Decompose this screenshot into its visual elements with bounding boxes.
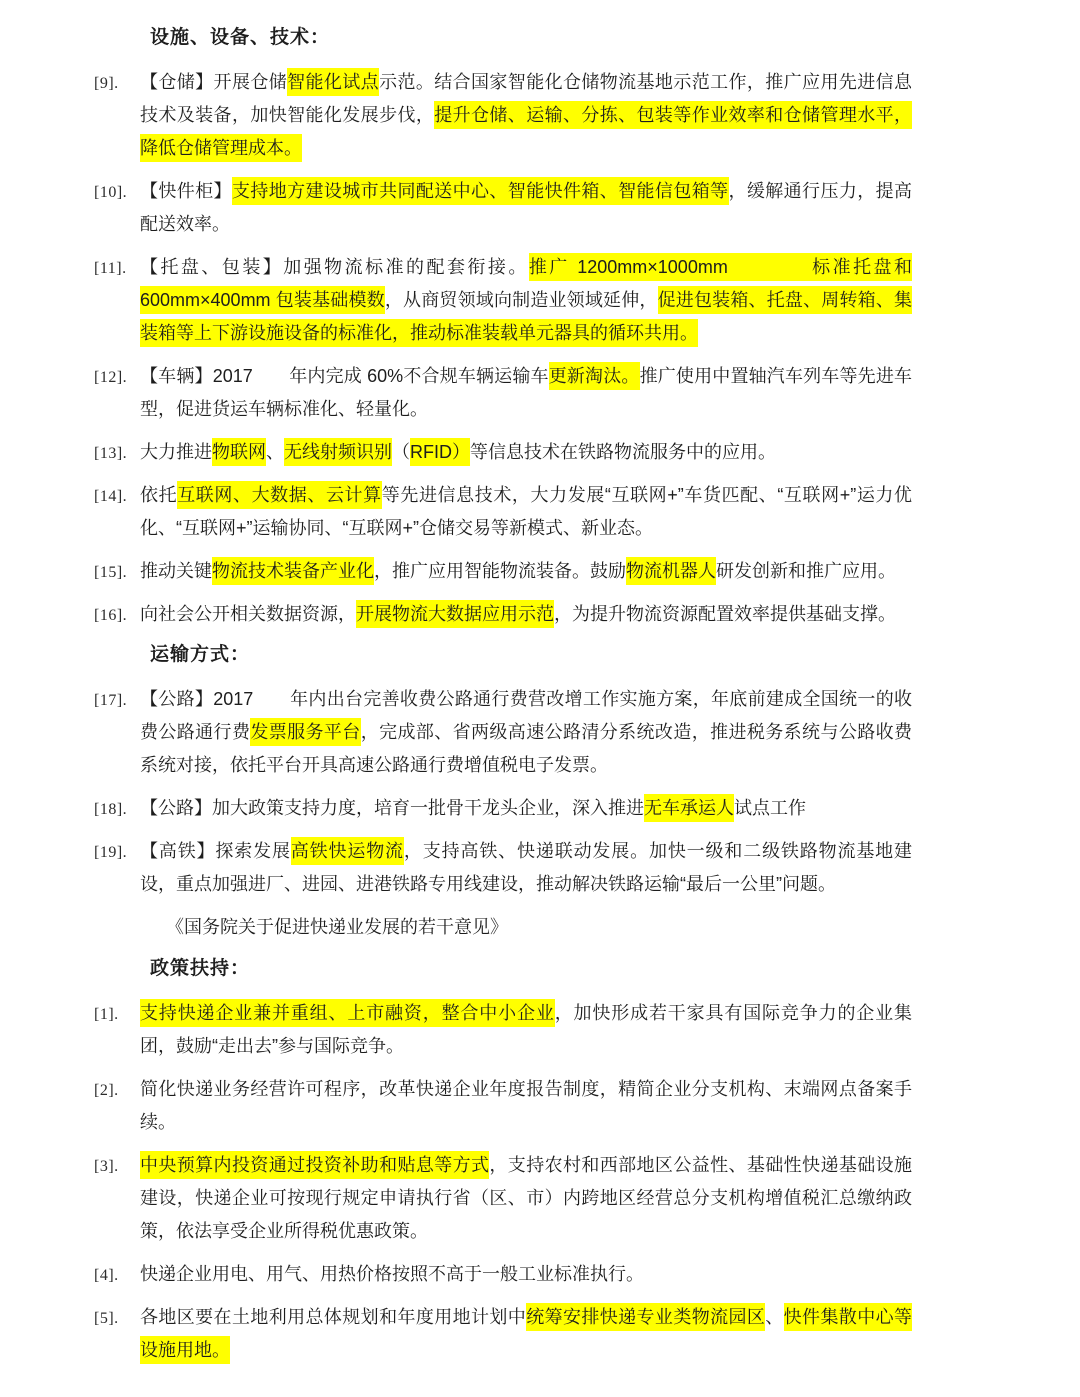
text-run: 各地区要在土地利用总体规划和年度用地计划中	[140, 1307, 527, 1327]
item-marker: [18].	[94, 801, 128, 818]
text-run: ，缓解通行压力，提高配送效率。	[140, 181, 913, 234]
highlighted-text: 物流机器人	[626, 557, 716, 585]
list-item	[94, 1301, 913, 1367]
highlighted-text: 促进包装箱、托盘、周转箱、集装箱等上下游设施设备的标准化，推动标准装载单元器具的循环共用。	[140, 286, 912, 347]
reference-title: 《国务院关于促进快递业发展的若干意见》	[166, 917, 508, 937]
text-run: 、	[266, 442, 284, 462]
list-item	[94, 436, 912, 469]
text-run: ，从商贸领域向制造业领域延伸，	[384, 290, 658, 310]
text-run: ，完成部、省两级高速公路清分系统改造，推进税务系统与公路收费系统对接，依托平台开具高速公路通行费增值税电子发票。	[140, 722, 913, 775]
text-run: 等先进信息技术，大力发展“互联网+”车货匹配、“互联网+”运力优化、“互联网+”运输协同、“互联网+”仓储交易等新模式、新业态。	[140, 485, 913, 538]
item-marker: [2].	[94, 1082, 119, 1099]
item-marker: [4].	[94, 1267, 119, 1284]
document-body	[94, 24, 913, 1367]
list-item	[94, 1149, 913, 1248]
item-marker: [12].	[94, 369, 128, 386]
text-run: 【车辆】2017 年内完成 60%不合规车辆运输车	[140, 366, 549, 386]
list-item	[94, 479, 913, 545]
highlighted-text: 提升仓储、运输、分拣、包装等作业效率和仓储管理水平，降低仓储管理成本。	[140, 101, 912, 162]
item-marker: [11].	[94, 260, 127, 277]
text-run: ，支持高铁、快递联动发展。加快一级和二级铁路物流基地建设，重点加强进厂、进园、进港铁路专用线建设，推动解决铁路运输“最后一公里”问题。	[140, 841, 913, 894]
section-heading: 政策扶持：	[150, 958, 251, 979]
text-run: ，加快形成若干家具有国际竞争力的企业集团，鼓励“走出去”参与国际竞争。	[140, 1003, 913, 1056]
highlighted-text: 统筹安排快递专业类物流园区	[526, 1303, 765, 1331]
text-run: ，支持农村和西部地区公益性、基础性快递基础设施建设，快递企业可按现行规定申请执行省（区、市）内跨地区经营总分支机构增值税汇总缴纳政策，依法享受企业所得税优惠政策。	[140, 1155, 913, 1241]
highlighted-text: 中央预算内投资通过投资补助和贴息等方式	[140, 1151, 489, 1179]
item-marker: [10].	[94, 184, 128, 201]
highlighted-text: 高铁快运物流	[291, 837, 404, 865]
highlighted-text: 支持快递企业兼并重组、上市融资，整合中小企业	[140, 999, 555, 1027]
highlighted-text: 开展物流大数据应用示范	[356, 600, 554, 628]
text-run: 【公路】加大政策支持力度，培育一批骨干龙头企业，深入推进	[140, 798, 644, 818]
list-item	[94, 1258, 912, 1291]
list-item	[94, 683, 913, 782]
list-item	[94, 792, 912, 825]
text-run: 示范。结合国家智能化仓储物流基地示范工作，推广应用先进信息技术及装备，加快智能化发展步伐，	[140, 72, 913, 125]
highlighted-text: 支持地方建设城市共同配送中心、智能快件箱、智能信包箱等	[232, 177, 729, 205]
list-item	[94, 835, 913, 901]
item-marker: [15].	[94, 564, 128, 581]
text-run: 研发创新和推广应用。	[716, 561, 896, 581]
list-item	[94, 251, 913, 350]
text-run: 等信息技术在铁路物流服务中的应用。	[470, 442, 776, 462]
text-run: 推动关键	[140, 561, 212, 581]
text-run: 大力推进	[140, 442, 212, 462]
item-marker: [14].	[94, 488, 128, 505]
list-item	[94, 1073, 912, 1139]
highlighted-text: 互联网、大数据、云计算	[177, 481, 382, 509]
highlighted-text: 快件集散中心等设施用地。	[140, 1303, 912, 1364]
text-run: 推广使用中置轴汽车列车等先进车型，促进货运车辆标准化、轻量化。	[140, 366, 912, 419]
list-item	[94, 66, 913, 165]
list-item	[94, 997, 913, 1063]
text-run: 【快件柜】	[140, 181, 232, 201]
highlighted-text: 物流技术装备产业化	[212, 557, 374, 585]
list-item	[94, 555, 912, 588]
item-marker: [5].	[94, 1310, 119, 1327]
text-run: 【高铁】探索发展	[140, 841, 291, 861]
item-marker: [1].	[94, 1006, 119, 1023]
text-run: 【公路】2017 年内出台完善收费公路通行费营改增工作实施方案，年底前建成全国统一的收费公路通行费	[140, 689, 912, 742]
section-heading: 运输方式：	[150, 644, 251, 665]
highlighted-text: 无车承运人	[644, 794, 734, 822]
highlighted-text: 推广 1200mm×1000mm 标准托盘和 600mm×400mm 包装基础模数	[140, 253, 912, 314]
text-run: 简化快递业务经营许可程序，改革快递企业年度报告制度，精简企业分支机构、末端网点备案手续。	[140, 1079, 912, 1132]
list-item	[94, 360, 912, 426]
item-marker: [17].	[94, 692, 128, 709]
highlighted-text: 智能化试点	[287, 68, 379, 96]
list-item	[94, 175, 913, 241]
highlighted-text: 发票服务平台	[250, 718, 360, 746]
highlighted-text: RFID）	[410, 438, 470, 466]
text-run: 、	[765, 1307, 784, 1327]
text-run: 【托盘、包装】加强物流标准的配套衔接。	[140, 257, 529, 277]
item-marker: [19].	[94, 844, 128, 861]
text-run: 快递企业用电、用气、用热价格按照不高于一般工业标准执行。	[140, 1264, 644, 1284]
text-run: ，为提升物流资源配置效率提供基础支撑。	[554, 604, 896, 624]
item-marker: [13].	[94, 445, 128, 462]
highlighted-text: 无线射频识别	[284, 438, 392, 466]
text-run: 【仓储】开展仓储	[140, 72, 288, 92]
text-run: 依托	[140, 485, 178, 505]
highlighted-text: 更新淘汰。	[549, 362, 640, 390]
item-marker: [9].	[94, 75, 119, 92]
text-run: ，推广应用智能物流装备。鼓励	[374, 561, 626, 581]
list-item	[94, 598, 912, 631]
item-marker: [3].	[94, 1158, 119, 1175]
item-marker: [16].	[94, 607, 128, 624]
text-run: 试点工作	[734, 798, 806, 818]
section-heading: 设施、设备、技术：	[150, 27, 331, 48]
highlighted-text: 物联网	[212, 438, 266, 466]
text-run: （	[392, 442, 410, 462]
text-run: 向社会公开相关数据资源，	[140, 604, 356, 624]
